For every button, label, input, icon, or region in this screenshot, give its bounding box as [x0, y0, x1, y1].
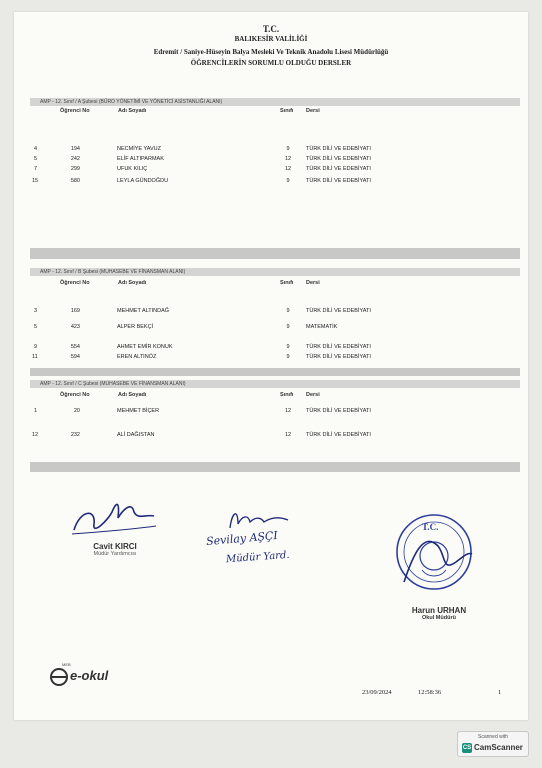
col-sinif: Sınıfı [280, 280, 294, 286]
col-ders: Dersi [306, 108, 320, 114]
camscanner-badge [457, 731, 529, 757]
signature-left-name: Cavit KIRCI [93, 542, 137, 551]
col-name: Adı Soyadı [118, 108, 147, 114]
eokul-logo-icon [48, 666, 70, 688]
section-b-title: AMP - 12. Sınıf / B Şubesi (MUHASEBE VE FİNANSMAN ALANI) [30, 268, 520, 276]
signature-right-name: Harun URHAN [411, 606, 467, 615]
eokul-logo [48, 664, 138, 690]
header-title: ÖĞRENCİLERİN SORUMLU OLDUĞU DERSLER [190, 59, 352, 67]
separator-band [30, 462, 520, 472]
signature-right-title: Okul Müdürü [422, 615, 456, 621]
col-ders: Dersi [306, 280, 320, 286]
camscanner-logo-icon: CS [462, 745, 472, 751]
header-tc: T.C. [262, 24, 280, 34]
signature-right [394, 606, 484, 621]
handwritten-title: Müdür Yard. [225, 549, 290, 566]
document-page: T.C. BALIKESİR VALİLİĞİ Edremit / Saniye-Hüseyin Balya Mesleki Ve Teknik Anadolu Lisesi Müdürlüğü ÖĞRENCİLERİN SORUMLU OLDUĞU DERSLER AMP - 12. Sınıf / A Şubesi (BÜRO YÖNETİMİ VE YÖNETİCİ ASİSTANLIĞI ALANI) Öğrenci No Adı Soyadı Sınıfı Dersi 4 194 NECMİYE YAVUZ 9 TÜRK DİLİ VE EDEBİYATI 5 242 ELİF ALTIPARMAK 12 TÜRK DİLİ VE EDEBİYATI 7 299 UFUK KILIÇ 12 TÜRK DİLİ VE EDEBİYATI 15 580 LEYLA GÜNDOĞDU 9 TÜRK DİLİ VE EDEBİYATI AMP - 12. Sınıf / B Şubesi (MUHASEBE VE FİNANSMAN ALANI) Öğrenci No Adı Soyadı Sınıfı Dersi 3 169 MEHMET ALTINDAĞ 9 TÜRK DİLİ VE EDEBİYATI 5 423 ALPER BEKÇİ 9 MATEMATİK 9 554 AHMET EMİR KONUK 9 TÜRK DİLİ VE EDEBİYATI 11 594 EREN ALTINÖZ 9 TÜRK DİLİ VE EDEBİYATI AMP - 12. Sınıf / C Şubesi (MUHASEBE VE FİNANSMAN ALANI) Öğrenci No Adı Soyadı Sınıfı Dersi 1 20 MEHMET BİÇER 12 TÜRK DİLİ VE EDEBİYATI 12 232 ALİ DAĞISTAN 12 TÜRK DİLİ VE EDEBİYATI Cavit KIRCI Müdür Yardımcısı Sevilay AŞÇI Müdür Yard. T.C. Harun URHAN Okul Müdürü MEB e-okul 23/09/2024 12:58:36 1 [14, 12, 528, 720]
col-name: Adı Soyadı [118, 392, 147, 398]
col-no: Öğrenci No [60, 280, 90, 286]
col-name: Adı Soyadı [118, 280, 147, 286]
header-valilik: BALIKESİR VALİLİĞİ [234, 35, 308, 43]
separator-band [30, 248, 520, 259]
col-sinif: Sınıfı [280, 108, 294, 114]
footer-time: 12:58:36 [418, 689, 442, 696]
section-c-title: AMP - 12. Sınıf / C Şubesi (MUHASEBE VE FİNANSMAN ALANI) [30, 380, 520, 388]
footer-page: 1 [498, 689, 502, 696]
footer-date: 23/09/2024 [362, 689, 392, 696]
signature-scribble-left [68, 490, 160, 540]
handwritten-name: Sevilay AŞÇI [205, 528, 279, 549]
col-no: Öğrenci No [60, 392, 90, 398]
eokul-text: e-okul [70, 668, 109, 683]
col-no: Öğrenci No [60, 108, 90, 114]
signature-left [60, 542, 170, 557]
camscanner-line2: CamScanner [474, 743, 523, 752]
section-a-title: AMP - 12. Sınıf / A Şubesi (BÜRO YÖNETİMİ VE YÖNETİCİ ASİSTANLIĞI ALANI) [30, 98, 520, 106]
eokul-small: MEB [62, 662, 71, 667]
col-ders: Dersi [306, 392, 320, 398]
header-school: Edremit / Saniye-Hüseyin Balya Mesleki Ve Teknik Anadolu Lisesi Müdürlüğü [153, 48, 389, 56]
signature-left-title: Müdür Yardımcısı [93, 551, 137, 557]
separator-band [30, 368, 520, 376]
camscanner-line1: Scanned with [477, 734, 509, 740]
col-sinif: Sınıfı [280, 392, 294, 398]
seal-text: T.C. [422, 522, 439, 532]
